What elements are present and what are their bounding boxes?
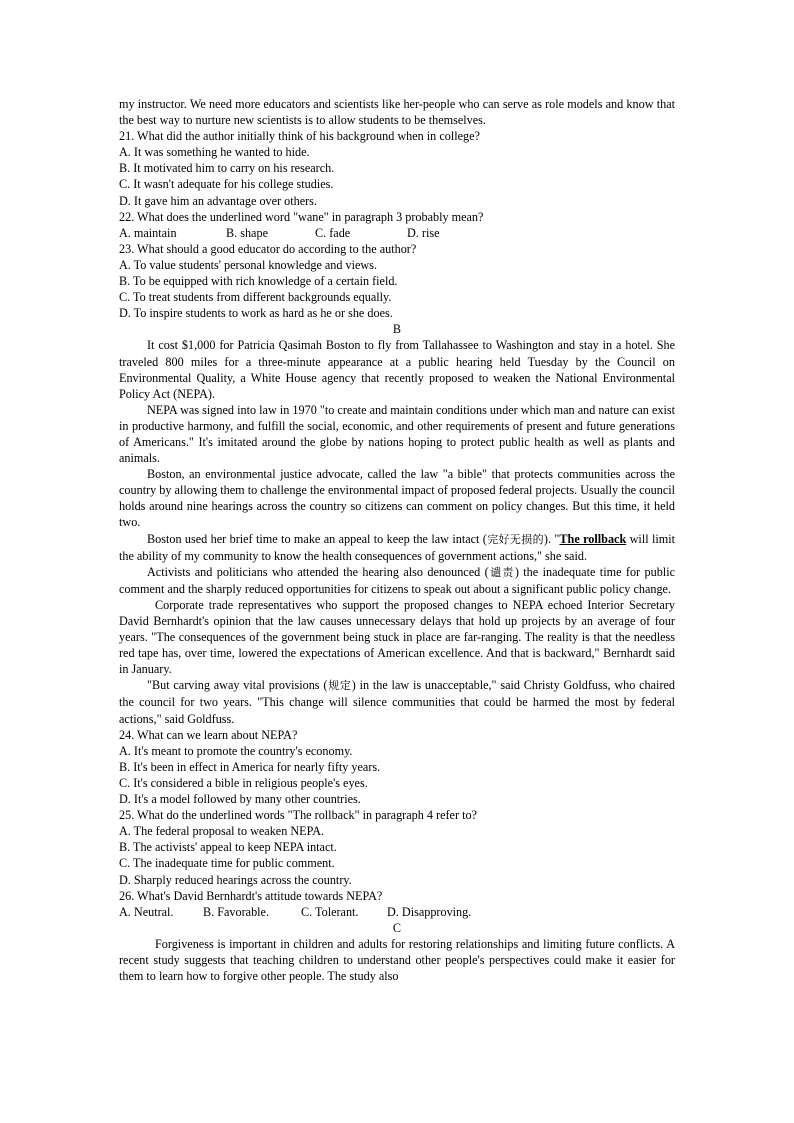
question-21 — [119, 128, 675, 208]
question-24 — [119, 727, 675, 807]
option-a: A. It was something he wanted to hide. — [119, 145, 310, 160]
question-stem: 26. What's David Bernhardt's attitude towards NEPA? — [119, 888, 383, 903]
passage-b-paragraph-5 — [119, 564, 675, 597]
option-b: B. It motivated him to carry on his research. — [119, 161, 335, 176]
text-run: Activists and politicians who attended the hearing also denounced ( — [147, 564, 489, 579]
option-d: D. Sharply reduced hearings across the country. — [119, 872, 352, 887]
text-run: ). " — [543, 531, 560, 546]
text-run: ) in the law is unacceptable," said Christy Goldfuss, who chaired the council for two years. "This change will silence communities that could be harmed the most by federal actions," said Goldfuss. — [119, 678, 676, 726]
option-b: B. To be equipped with rich knowledge of a certain field. — [119, 274, 398, 289]
chinese-gloss: 谴责 — [488, 565, 515, 579]
intro-paragraph: my instructor. We need more educators and scientists like her-people who can serve as role models and know that the best way to nurture new scientists is to allow students to be themselves. — [119, 97, 675, 128]
passage-b-paragraph-4 — [119, 531, 675, 564]
option-a: A. maintain — [119, 225, 177, 240]
exam-page — [119, 96, 675, 984]
question-stem: 25. What do the underlined words "The rollback" in paragraph 4 refer to? — [119, 808, 477, 823]
passage-b-paragraph-3: Boston, an environmental justice advocate, called the law "a bible" that protects communities across the country by allowing them to challenge the environmental impact of proposed federal projects. Usually the council holds around nine hearings across the country so citizens can comment on policy changes. But this time, it held two. — [119, 467, 675, 530]
question-23 — [119, 241, 675, 321]
option-a: A. Neutral. — [119, 904, 174, 919]
option-b: B. It's been in effect in America for nearly fifty years. — [119, 759, 381, 774]
option-c: C. It's considered a bible in religious people's eyes. — [119, 775, 368, 790]
options-row — [119, 225, 675, 241]
option-c: C. The inadequate time for public comment. — [119, 856, 335, 871]
underlined-phrase: The rollback — [559, 531, 627, 546]
option-a: A. It's meant to promote the country's economy. — [119, 743, 353, 758]
text-run: will limit the ability of my community to know the health consequences of government actions," she said. — [119, 531, 675, 563]
options-row — [119, 904, 675, 920]
option-b: B. shape — [226, 225, 268, 240]
section-label-b: B — [392, 322, 402, 337]
question-22 — [119, 209, 675, 241]
option-c: C. To treat students from different backgrounds equally. — [119, 290, 392, 305]
option-c: C. fade — [315, 225, 351, 240]
option-b: B. The activists' appeal to keep NEPA intact. — [119, 840, 337, 855]
text-run: Boston used her brief time to make an appeal to keep the law intact ( — [147, 531, 487, 546]
passage-b-paragraph-2: NEPA was signed into law in 1970 "to create and maintain conditions under which man and nature can exist in productive harmony, and fulfill the social, economic, and other requirements of present and future generations of Americans." It's imitated around the globe by nations hoping to protect public health as well as plants and animals. — [119, 402, 675, 466]
chinese-gloss: 规定 — [327, 679, 352, 693]
option-d: D. It gave him an advantage over others. — [119, 193, 317, 208]
question-26 — [119, 888, 675, 920]
passage-b-paragraph-7 — [119, 677, 675, 726]
question-stem: 21. What did the author initially think of his background when in college? — [119, 129, 480, 144]
option-c: C. Tolerant. — [301, 904, 359, 919]
option-b: B. Favorable. — [203, 904, 270, 919]
passage-c-paragraph-1: Forgiveness is important in children and adults for restoring relationships and limiting future conflicts. A recent study suggests that teaching children to understand other people's perspectives could make it easier for them to learn how to forgive other people. The study also — [119, 936, 675, 984]
chinese-gloss: 完好无损的 — [486, 532, 544, 546]
option-d: D. It's a model followed by many other countries. — [119, 792, 361, 807]
question-stem: 24. What can we learn about NEPA? — [119, 727, 298, 742]
passage-b-paragraph-6: Corporate trade representatives who support the proposed changes to NEPA echoed Interior Secretary David Bernhardt's opinion that the law causes unnecessary delays that hold up projects by an average of four years. "The consequences of the government being stuck in place are far-ranging. The reality is that the needless red tape has, over time, lowered the expectations of American excellence. And that is backward," Bernhardt said in January. — [119, 597, 675, 677]
option-a: A. To value students' personal knowledge and views. — [119, 257, 378, 272]
option-d: D. To inspire students to work as hard as he or she does. — [119, 306, 393, 321]
option-d: D. Disapproving. — [387, 904, 472, 919]
option-c: C. It wasn't adequate for his college studies. — [119, 177, 334, 192]
question-stem: 23. What should a good educator do according to the author? — [119, 241, 417, 256]
option-a: A. The federal proposal to weaken NEPA. — [119, 824, 325, 839]
text-run: ) the inadequate time for public comment and the sharply reduced opportunities for citizens to speak out about a significant public policy change. — [119, 564, 675, 596]
option-d: D. rise — [407, 225, 440, 240]
section-label-c: C — [392, 920, 402, 935]
question-25 — [119, 807, 675, 887]
text-run: "But carving away vital provisions ( — [147, 678, 328, 693]
passage-b-paragraph-1: It cost $1,000 for Patricia Qasimah Boston to fly from Tallahassee to Washington and stay in a hotel. She traveled 800 miles for a three-minute appearance at a public hearing held Tuesday by the Council on Environmental Quality, a White House agency that recently proposed to weaken the National Environmental Policy Act (NEPA). — [119, 338, 675, 401]
question-stem: 22. What does the underlined word "wane" in paragraph 3 probably mean? — [119, 209, 484, 224]
